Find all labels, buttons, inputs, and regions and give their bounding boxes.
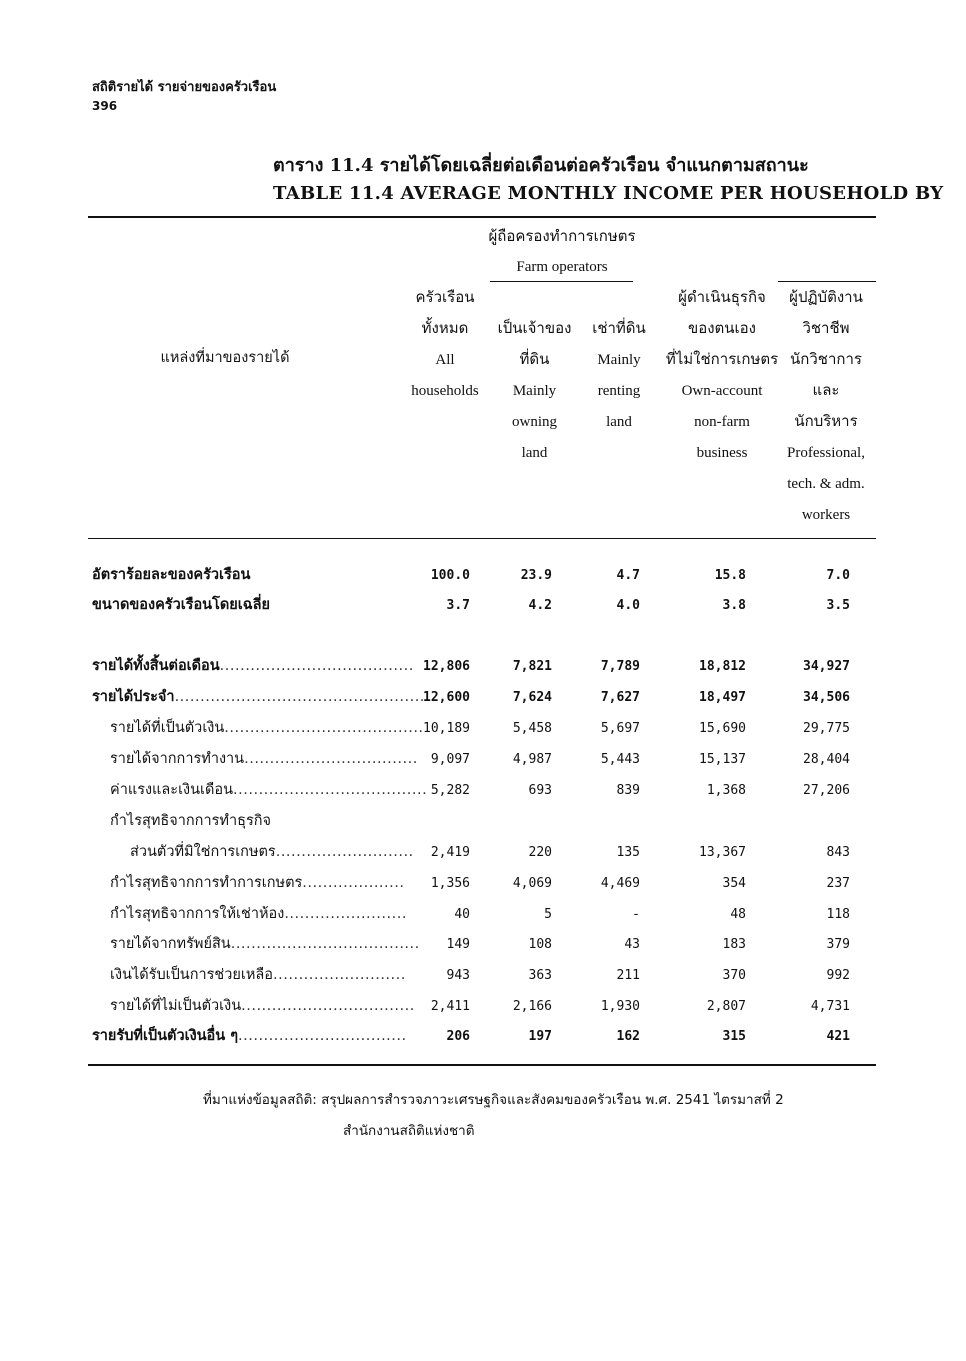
leader-dots: ...................................... (233, 782, 428, 798)
leader-dots: .................................................. (174, 689, 431, 705)
farm-operators-header-thai: ผู้ถือครองทำการเกษตร (488, 229, 636, 245)
header-bottom-rule (88, 538, 876, 539)
cell-value: 1,356 (430, 876, 470, 891)
col-mainly-owning-land: เป็นเจ้าของ ที่ดิน Mainly owning land (497, 321, 572, 461)
row-label-text: รายรับที่เป็นตัวเงินอื่น ๆ (92, 1028, 239, 1044)
table-row (0, 744, 966, 775)
cell-value: 5,443 (600, 752, 640, 767)
leader-dots: ........................... (275, 844, 414, 860)
cell-value: 211 (616, 968, 640, 983)
farm-operators-header-english: Farm operators (516, 259, 608, 275)
row-label-text: กำไรสุทธิจากการทำการเกษตร (110, 875, 303, 891)
cell-value: 370 (722, 968, 746, 983)
table-row (0, 713, 966, 744)
cell-value: 421 (826, 1029, 850, 1044)
table-row (0, 775, 966, 806)
leader-dots: ....................................... (224, 720, 424, 736)
cell-value: 354 (722, 876, 746, 891)
cell-value: 13,367 (699, 845, 746, 860)
cell-value: 5,458 (512, 721, 552, 736)
table-row (0, 682, 966, 713)
row-label-text: รายได้ประจำ (92, 689, 175, 705)
cell-value: 15,690 (699, 721, 746, 736)
table-title-thai: ตาราง 11.4 รายได้โดยเฉลี่ยต่อเดือนต่อครัวเรือน จำแนกตามสถานะ (273, 155, 809, 176)
table-bottom-rule (88, 1064, 876, 1066)
leader-dots: .................................. (244, 751, 418, 767)
cell-value: 5,697 (600, 721, 640, 736)
row-label-text: รายได้ที่เป็นตัวเงิน (110, 720, 225, 736)
table-title-english: TABLE 11.4 AVERAGE MONTHLY INCOME PER HOUSEHOLD BY (273, 183, 944, 204)
cell-value: 839 (616, 783, 640, 798)
cell-value: 4,469 (600, 876, 640, 891)
table-row (0, 590, 966, 621)
source-note-agency: สำนักงานสถิติแห่งชาติ (343, 1123, 475, 1139)
cell-value: 3.7 (446, 598, 470, 613)
cell-value: 18,497 (699, 690, 746, 705)
row-label-text: รายได้ทั้งสิ้นต่อเดือน (92, 658, 220, 674)
row-label (92, 560, 250, 591)
cell-value: 379 (826, 937, 850, 952)
col-professional-workers: ผู้ปฏิบัติงาน วิชาชีพ นักวิชาการ และ นักบริหาร Professional, tech. & adm. workers (787, 290, 865, 523)
cell-value: 4.0 (616, 598, 640, 613)
table-row (0, 806, 966, 837)
cell-value: 1,368 (706, 783, 746, 798)
cell-value: 4,987 (512, 752, 552, 767)
cell-value: 2,166 (512, 999, 552, 1014)
table-top-rule (88, 216, 876, 218)
cell-value: 48 (730, 907, 746, 922)
row-label-text: กำไรสุทธิจากการให้เช่าห้อง (110, 906, 285, 922)
farm-operators-underline (490, 281, 633, 282)
leader-dots: .................... (302, 875, 405, 891)
row-label-text: รายได้ที่ไม่เป็นตัวเงิน (110, 998, 242, 1014)
table-row (0, 837, 966, 868)
cell-value: 197 (528, 1029, 552, 1044)
table-row (0, 560, 966, 591)
cell-value: 7.0 (826, 568, 850, 583)
cell-value: 4.7 (616, 568, 640, 583)
cell-value: 28,404 (803, 752, 850, 767)
cell-value: 34,506 (803, 690, 850, 705)
row-label (110, 899, 407, 930)
cell-value: 237 (826, 876, 850, 891)
cell-value: 3.5 (826, 598, 850, 613)
table-row (0, 929, 966, 960)
row-label (110, 868, 404, 899)
table-row (0, 868, 966, 899)
row-label (110, 991, 415, 1022)
cell-value: 18,812 (699, 659, 746, 674)
cell-value: 108 (528, 937, 552, 952)
cell-value: 15,137 (699, 752, 746, 767)
table-row (0, 960, 966, 991)
cell-value: 363 (528, 968, 552, 983)
cell-value: 843 (826, 845, 850, 860)
source-note: ที่มาแห่งข้อมูลสถิติ: สรุปผลการสำรวจภาวะเศรษฐกิจและสังคมของครัวเรือน พ.ศ. 2541 ไตรมาสที่ 2 (203, 1092, 784, 1108)
leader-dots: ................................. (238, 1028, 407, 1044)
col-mainly-renting-land: เช่าที่ดิน Mainly renting land (592, 321, 646, 430)
leader-dots: ...................................... (219, 658, 414, 674)
cell-value: 10,189 (423, 721, 470, 736)
cell-value: 7,789 (600, 659, 640, 674)
cell-value: 149 (446, 937, 470, 952)
cell-value: 693 (528, 783, 552, 798)
cell-value: 4,731 (810, 999, 850, 1014)
cell-value: 2,419 (430, 845, 470, 860)
cell-value: 100.0 (430, 568, 470, 583)
table-row (0, 899, 966, 930)
cell-value: 3.8 (722, 598, 746, 613)
cell-value: 12,600 (423, 690, 470, 705)
leader-dots: ..................................... (230, 936, 420, 952)
cell-value: 12,806 (423, 659, 470, 674)
leader-dots: .................................. (241, 998, 415, 1014)
row-label (110, 744, 418, 775)
cell-value: 15.8 (714, 568, 746, 583)
cell-value: 34,927 (803, 659, 850, 674)
cell-value: 7,627 (600, 690, 640, 705)
table-row (0, 1021, 966, 1052)
leader-dots: .......................... (273, 967, 406, 983)
cell-value: 7,624 (512, 690, 552, 705)
row-label-text: เงินได้รับเป็นการช่วยเหลือ (110, 967, 274, 983)
cell-value: 183 (722, 937, 746, 952)
row-label (110, 960, 406, 991)
row-label-text: กำไรสุทธิจากการทำธุรกิจ (110, 813, 272, 829)
cell-value: 5,282 (430, 783, 470, 798)
cell-value: 4,069 (512, 876, 552, 891)
cell-value: 118 (826, 907, 850, 922)
cell-value: 7,821 (512, 659, 552, 674)
row-label-text: ส่วนตัวที่มิใช่การเกษตร (130, 844, 276, 860)
cell-value: 40 (454, 907, 470, 922)
row-label (92, 590, 270, 621)
cell-value: 9,097 (430, 752, 470, 767)
row-label (92, 651, 414, 682)
cell-value: 162 (616, 1029, 640, 1044)
col-own-account-business: ผู้ดำเนินธุรกิจ ของตนเอง ที่ไม่ใช่การเกษตร Own-account non-farm business (665, 290, 779, 461)
cell-value: 2,807 (706, 999, 746, 1014)
cell-value: 992 (826, 968, 850, 983)
row-label (110, 929, 420, 960)
row-label-text: รายได้จากการทำงาน (110, 751, 245, 767)
cell-value: 1,930 (600, 999, 640, 1014)
row-label (92, 1021, 407, 1052)
cell-value: 29,775 (803, 721, 850, 736)
row-label (130, 837, 414, 868)
cell-value: 43 (624, 937, 640, 952)
cell-value: 5 (544, 907, 552, 922)
cell-value: 315 (722, 1029, 746, 1044)
running-title: สถิติรายได้ รายจ่ายของครัวเรือน (92, 80, 277, 95)
table-row (0, 651, 966, 682)
row-label-text: รายได้จากทรัพย์สิน (110, 936, 231, 952)
row-label-text: ขนาดของครัวเรือนโดยเฉลี่ย (92, 597, 270, 613)
col-all-households: ครัวเรือน ทั้งหมด All households (411, 290, 479, 399)
stub-header: แหล่งที่มาของรายได้ (160, 350, 290, 366)
row-label-text: ค่าแรงและเงินเดือน (110, 782, 234, 798)
row-label (110, 713, 424, 744)
cell-value: 2,411 (430, 999, 470, 1014)
cell-value: 4.2 (528, 598, 552, 613)
leader-dots: ........................ (284, 906, 407, 922)
page-number: 396 (92, 99, 118, 113)
row-label (110, 806, 271, 837)
table-row (0, 991, 966, 1022)
cell-value: 135 (616, 845, 640, 860)
professional-overline (778, 281, 876, 282)
cell-value: 27,206 (803, 783, 850, 798)
cell-value: - (632, 907, 640, 922)
cell-value: 206 (446, 1029, 470, 1044)
cell-value: 23.9 (520, 568, 552, 583)
cell-value: 943 (446, 968, 470, 983)
row-label-text: อัตราร้อยละของครัวเรือน (92, 567, 251, 583)
cell-value: 220 (528, 845, 552, 860)
